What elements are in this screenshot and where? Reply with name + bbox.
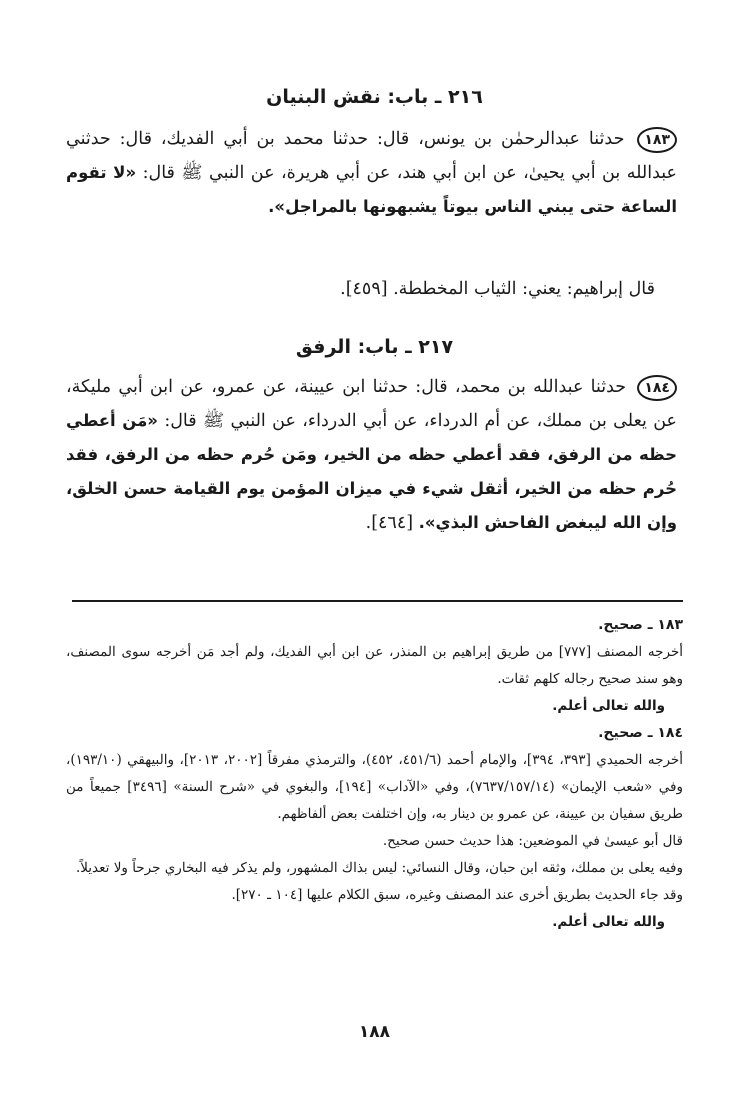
hadith-183-isnad: حدثنا عبدالرحمٰن بن يونس، قال: حدثنا محمد بن أبي الفديك، قال: حدثني عبدالله بن أبي يحيىٰ، عن ابن أبي هند، عن أبي هريرة، عن النبي ﷺ قال: xyxy=(66,129,677,183)
page-number: ١٨٨ xyxy=(358,1022,391,1042)
hadith-number-badge: ١٨٤ xyxy=(637,375,677,401)
footnote-184-grade: ١٨٤ ـ صحيح. xyxy=(598,725,683,741)
ibrahim-note: قال إبراهيم: يعني: الثياب المخططة. [٤٥٩]. xyxy=(340,279,655,299)
hadith-number-badge: ١٨٣ xyxy=(637,127,677,153)
hadith-184-matn: «مَن أعطي حظه من الرفق، فقد أعطي حظه من الخير، ومَن حُرم حظه من الرفق، فقد حُرم حظه من الخير، أثقل شيء في ميزان المؤمن يوم القيامة حسن الخلق، وإن الله ليبغض الفاحش البذي». xyxy=(66,411,677,532)
hadith-183-matn: «لا تقوم الساعة حتى يبني الناس بيوتاً يشبهونها بالمراجل». xyxy=(66,163,677,216)
footnote-divider xyxy=(72,600,683,602)
footnote-184-closing: والله تعالى أعلم. xyxy=(552,914,665,930)
footnote-184-tirmidhi: قال أبو عيسىٰ في الموضعين: هذا حديث حسن صحيح. xyxy=(382,833,683,849)
footnote-183-grade: ١٨٣ ـ صحيح. xyxy=(598,617,683,633)
hadith-184-ref: [٤٦٤]. xyxy=(365,513,414,533)
footnote-183 xyxy=(66,612,683,720)
hadith-183-explanation xyxy=(66,272,677,306)
hadith-183 xyxy=(66,122,677,224)
chapter-216-title: ٢١٦ ـ باب: نقش البنيان xyxy=(266,86,483,108)
footnote-183-closing: والله تعالى أعلم. xyxy=(552,698,665,714)
footnote-184-takhrij: أخرجه الحميدي [٣٩٣، ٣٩٤]، والإمام أحمد (٤٥١/٦، ٤٥٢)، والترمذي مفرقاً [٢٠٠٢، ٢٠١٣]، والبيهقي (١٩٣/١٠)، وفي «شعب الإيمان» (٧٦٣٧/١٥٧/١٤)، وفي «الآداب» [١٩٤]، والبغوي في «شرح السنة» [٣٤٩٦] جميعاً من طريق سفيان بن عيينة، عن عمرو بن دينار به، وإن اختلفت بعض ألفاظهم. xyxy=(66,752,683,822)
hadith-184 xyxy=(66,370,677,540)
hadith-184-isnad: حدثنا عبدالله بن محمد، قال: حدثنا ابن عيينة، عن عمرو، عن ابن أبي مليكة، عن يعلى بن مملك، عن أم الدرداء، عن أبي الدرداء، عن النبي ﷺ قال: xyxy=(66,377,677,431)
chapter-217-title: ٢١٧ ـ باب: الرفق xyxy=(295,336,454,358)
footnote-184 xyxy=(66,720,683,936)
footnote-184-other-route: وقد جاء الحديث بطريق أخرى عند المصنف وغيره، سبق الكلام عليها [١٠٤ ـ ٢٧٠]. xyxy=(231,887,683,903)
footnote-184-narrator: وفيه يعلى بن مملك، وثقه ابن حبان، وقال النسائي: ليس بذاك المشهور، ولم يذكر فيه البخاري جرحاً ولا تعديلاً. xyxy=(75,860,683,876)
footnote-183-text: أخرجه المصنف [٧٧٧] من طريق إبراهيم بن المنذر، عن ابن أبي الفديك، ولم أجد مَن أخرجه سوى المصنف، وهو سند صحيح رجاله كلهم ثقات. xyxy=(66,644,683,687)
